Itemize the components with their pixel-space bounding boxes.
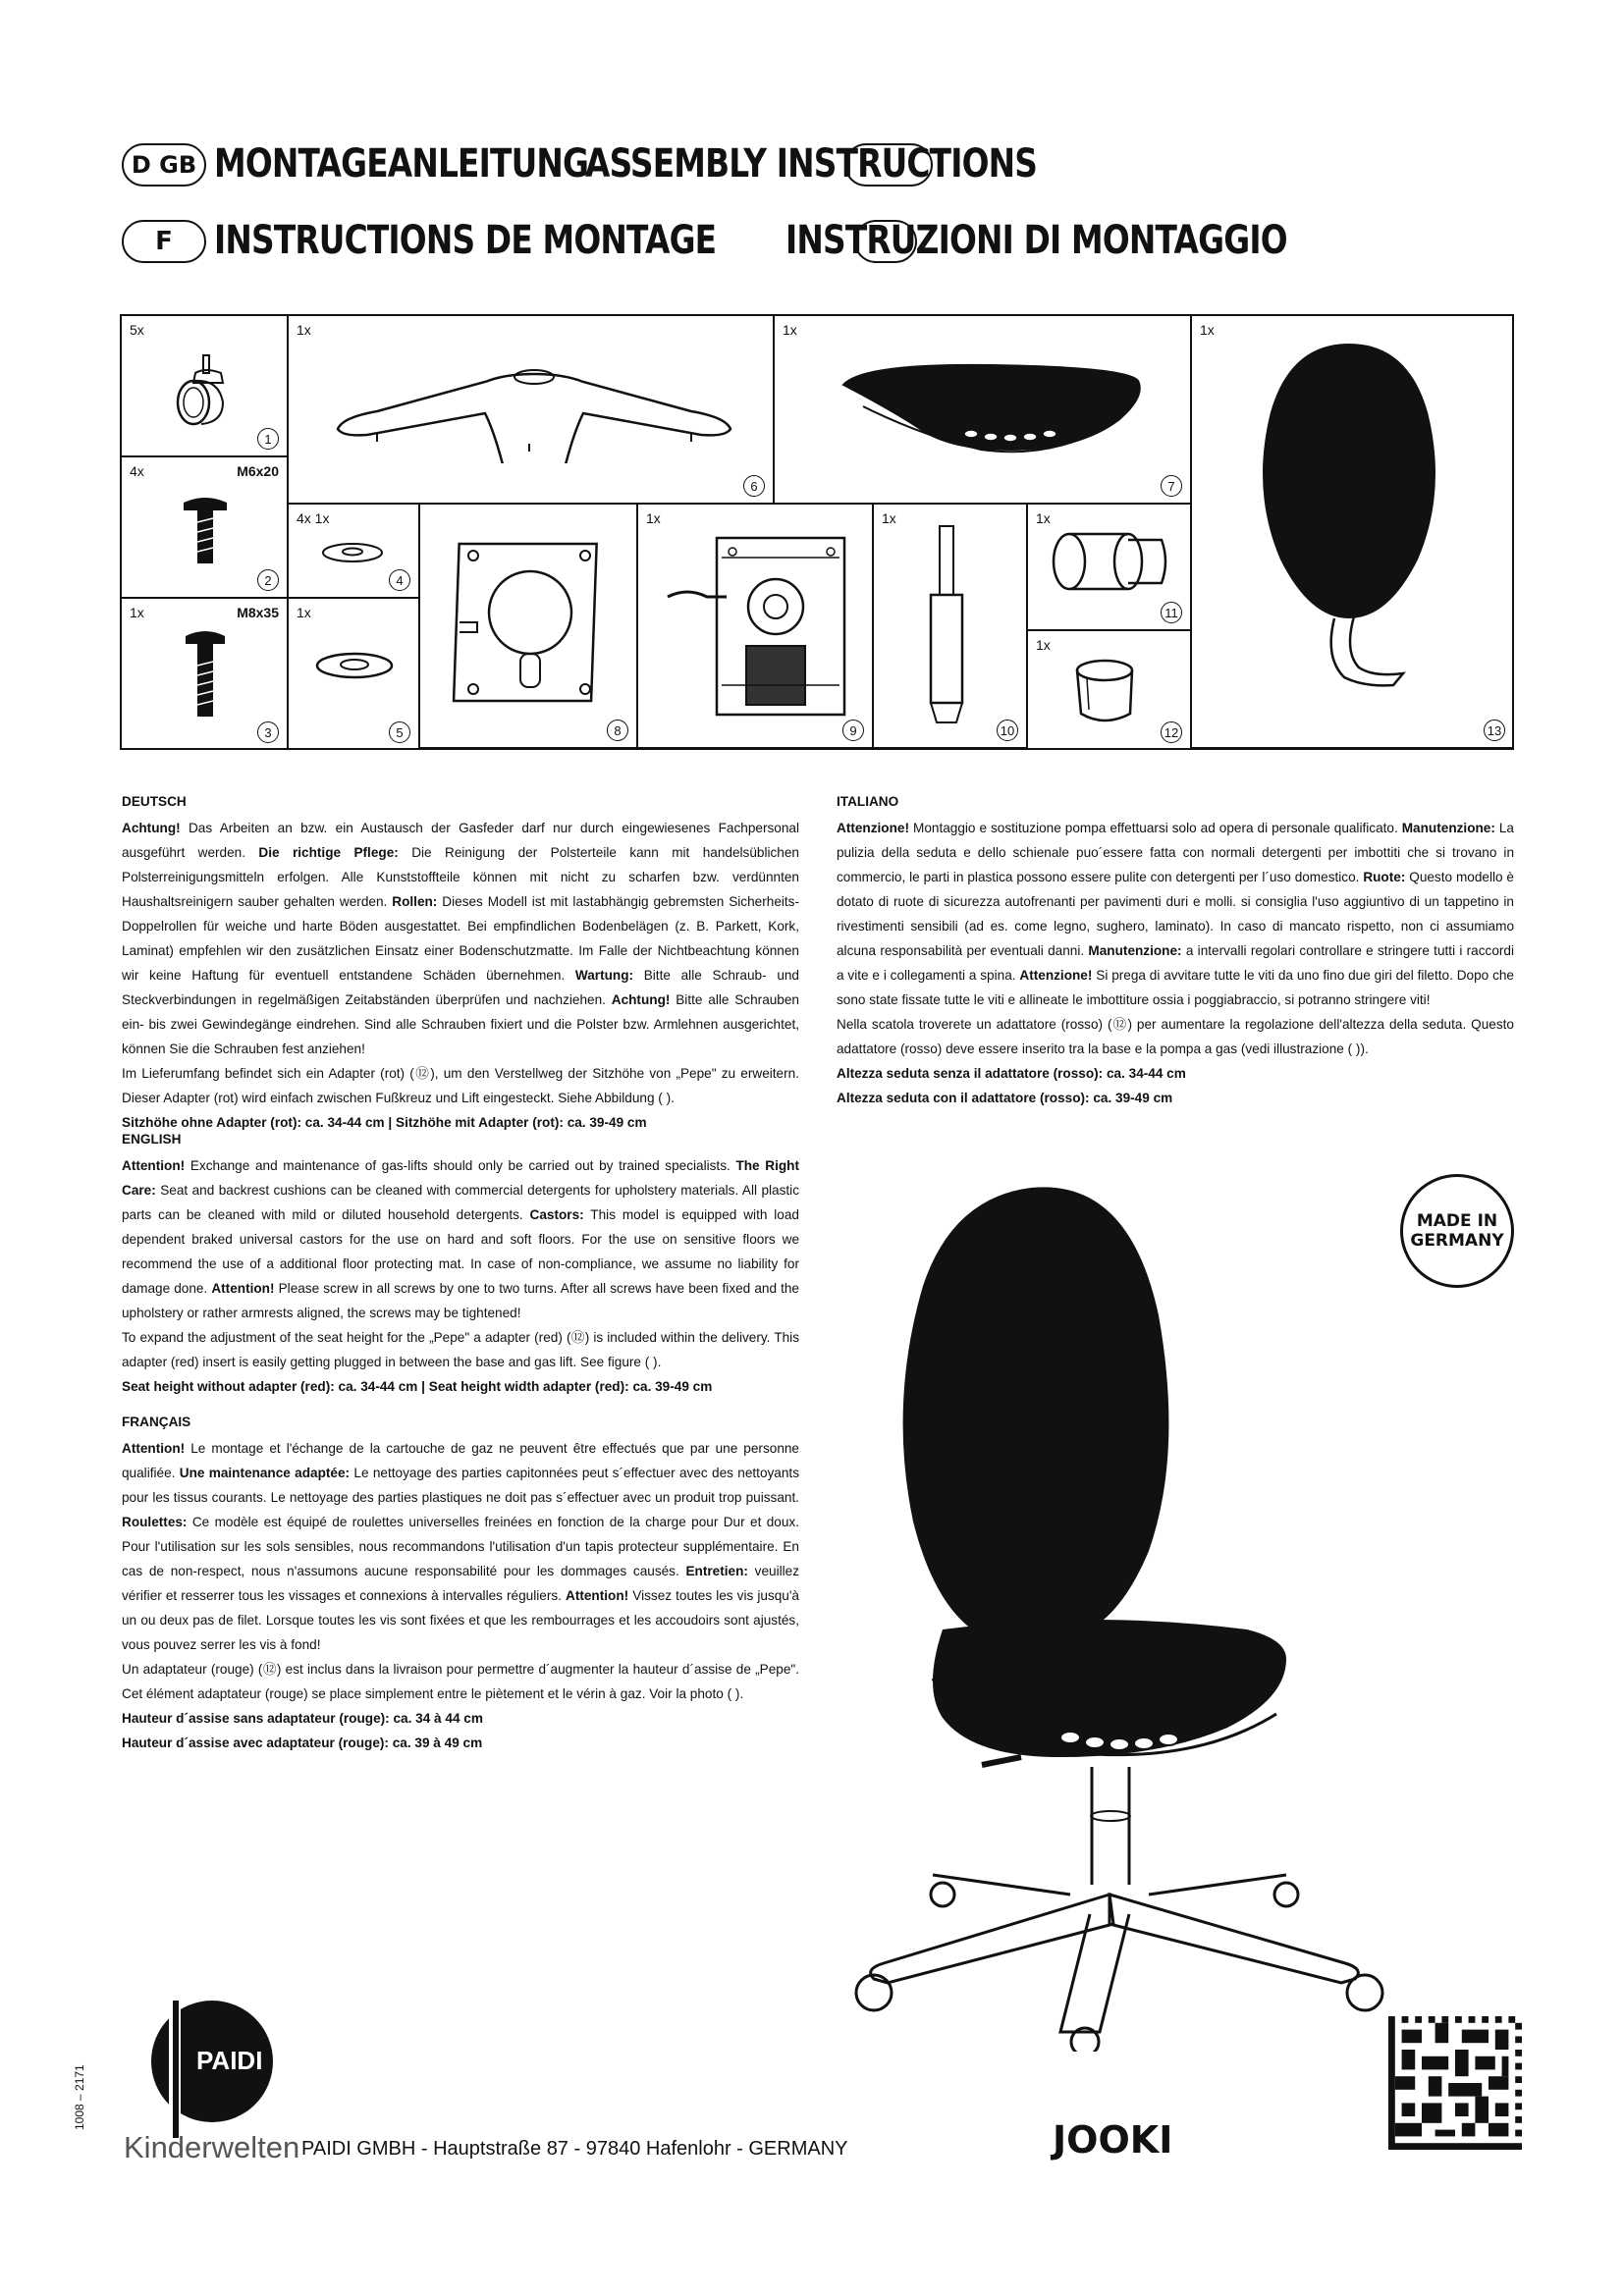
part-qty: 1x <box>130 605 144 620</box>
part-qty: 1x <box>1200 322 1215 338</box>
part-qty: 1x <box>882 510 896 526</box>
badge-line-1: MADE IN <box>1416 1211 1498 1231</box>
part-qty: 1x <box>297 322 311 338</box>
part-qty: 4x <box>130 463 144 479</box>
section-heading: DEUTSCH <box>122 794 187 809</box>
company-address: PAIDI GMBH - Hauptstraße 87 - 97840 Hafenlohr - GERMANY <box>301 2138 848 2160</box>
part-cell-12 <box>1028 631 1192 749</box>
lead-label: Achtung! <box>611 992 671 1007</box>
seat-height-spec-with: Hauteur d´assise avec adaptateur (rouge): ca. 39 à 49 cm <box>122 1735 483 1750</box>
language-badge-dgb-label: D GB <box>131 151 197 179</box>
part-number: 8 <box>607 720 628 741</box>
body-text: Please screw in all screws by one to two turns. After all screws have been fixed and the upholstery or rather armrests aligned, the screws may be tightened! <box>122 1281 799 1320</box>
adapter-note: Nella scatola troverete un adattatore (rosso) (⑫) per aumentare la regolazione dell'altezza della seduta. Questo adattatore (rosso) deve essere inserito tra la base e la pompa a gas (vedi illustrazione ( )). <box>837 1017 1514 1056</box>
parts-table <box>120 314 1514 750</box>
part-number: 7 <box>1161 475 1182 497</box>
lead-label: Roulettes: <box>122 1515 188 1529</box>
part-number: 6 <box>743 475 765 497</box>
part-qty: 5x <box>130 322 144 338</box>
seat-height-spec: Sitzhöhe ohne Adapter (rot): ca. 34-44 cm | Sitzhöhe mit Adapter (rot): ca. 39-49 cm <box>122 1115 647 1130</box>
section-italiano <box>837 789 1514 1110</box>
long-screw-icon <box>176 626 235 724</box>
adapter-ring-icon <box>1063 655 1152 733</box>
section-english <box>122 1127 799 1399</box>
body-text: Das Arbeiten an bzw. ein Austausch der Gasfeder darf nur durch eingewiesenes Fachpersonal ausgeführt werden. <box>122 821 799 860</box>
part-number: 9 <box>842 720 864 741</box>
lead-label: The Right Care: <box>122 1158 799 1198</box>
title-de: MONTAGEANLEITUNG <box>214 141 589 187</box>
lead-label: Une maintenance adaptée: <box>179 1466 351 1480</box>
lead-label: Rollen: <box>392 894 438 909</box>
part-cell-11 <box>1028 505 1192 631</box>
part-qty: 1x <box>1036 637 1051 653</box>
short-screw-icon <box>176 493 235 571</box>
part-number: 3 <box>257 721 279 743</box>
data-matrix-code-icon <box>1388 2014 1522 2152</box>
product-name: JOOKI <box>1053 2118 1173 2162</box>
part-cell-7 <box>775 316 1192 505</box>
body-text: a intervalli regolari controllare e stringere tutti i raccordi a vite e i collegamenti a spina. <box>837 943 1515 983</box>
part-number: 2 <box>257 569 279 591</box>
part-cell-9 <box>638 505 874 749</box>
seat-height-spec-with: Altezza seduta con il adattatore (rosso): ca. 39-49 cm <box>837 1091 1173 1105</box>
language-badge-f <box>122 220 206 263</box>
backrest-icon <box>1241 336 1467 709</box>
part-qty: 4x 1x <box>297 510 330 526</box>
seat-height-spec-without: Hauteur d´assise sans adaptateur (rouge): ca. 34 à 44 cm <box>122 1711 483 1726</box>
title-it: INSTRUZIONI DI MONTAGGIO <box>785 218 1287 263</box>
part-cell-4 <box>289 505 420 599</box>
part-number: 12 <box>1161 721 1182 743</box>
adapter-sleeve-icon <box>1048 526 1175 605</box>
title-f: INSTRUCTIONS DE MONTAGE <box>214 218 717 263</box>
part-qty: 1x <box>783 322 797 338</box>
lead-label: Attention! <box>122 1158 186 1173</box>
part-cell-2 <box>122 457 289 599</box>
section-heading: FRANÇAIS <box>122 1415 191 1429</box>
lead-label: Manutenzione: <box>1401 821 1495 835</box>
body-text: Questo modello è dotato di ruote di sicurezza autofrenanti per pavimenti duri e molli. si consiglia l'uso aggiuntivo di un tappetino in rivestimenti sensibili (ad es. come legno, sughero, laminato). In caso di mancato rispetto, non ci assumiamo alcuna responsabilità per eventuali danni. <box>837 870 1514 958</box>
part-cell-3 <box>122 599 289 749</box>
language-badge-dgb <box>122 143 206 187</box>
body-text: Le montage et l'échange de la cartouche de gaz ne peuvent être effectués que par une personne qualifiée. <box>122 1441 799 1480</box>
body-text: Die Reinigung der Polsterteile kann mit handelsüblichen Polsterreinigungsmitteln erfolgen. Alle Kunststoffteile können mit nicht zu scharfen bzw. verdünnten Haushaltsreinigern sauber gehalten werden. <box>122 845 799 909</box>
lead-label: Ruote: <box>1363 870 1406 884</box>
lead-label: Wartung: <box>574 968 634 983</box>
lead-label: Attention! <box>566 1588 629 1603</box>
part-number: 10 <box>997 720 1018 741</box>
section-body <box>122 816 799 1061</box>
made-in-germany-badge <box>1400 1174 1514 1288</box>
title-gb: ASSEMBLY INSTRUCTIONS <box>585 141 1038 187</box>
body-text: Le nettoyage des parties capitonnées peut s´effectuer avec des nettoyants pour les tissus courants. Le nettoyage des parties plastiques ne doit pas s´effectuer avec un produit trop puissant. <box>122 1466 799 1505</box>
large-washer-icon <box>310 648 399 687</box>
part-size: M6x20 <box>237 463 279 479</box>
body-text: Bitte alle Schraub- und Steckverbindungen in regelmäßigen Zeitabständen überprüfen und nachziehen. <box>122 968 799 1007</box>
chair-illustration <box>835 1168 1404 2052</box>
seat-shell-icon <box>834 355 1148 463</box>
body-text: Vissez toutes les vis jusqu'à un ou deux pas de filet. Lorsque toutes les vis sont fixées et que les rembourrages et les accoudoirs sont ajustés, vous pouvez serrer les vis à fond! <box>122 1588 799 1652</box>
adapter-note: Un adaptateur (rouge) (⑫) est inclus dans la livraison pour permettre d´augmenter la hauteur d´assise de „Pepe". Cet élément adaptateur (rouge) se place simplement entre le piètement et le vérin à gaz. Voir la photo ( ). <box>122 1662 799 1701</box>
section-body <box>837 816 1514 1012</box>
body-text: Seat and backrest cushions can be cleaned with commercial detergents for upholstery materials. All plastic parts can be cleaned with mild or diluted household detergents. <box>122 1183 799 1222</box>
language-badge-i <box>854 220 917 263</box>
part-cell-1 <box>122 316 289 457</box>
part-qty: 1x <box>1036 510 1051 526</box>
seat-height-spec-without: Altezza seduta senza il adattatore (rosso): ca. 34-44 cm <box>837 1066 1186 1081</box>
paidi-logo-text: PAIDI <box>196 2046 263 2075</box>
lead-label: Achtung! <box>122 821 181 835</box>
part-number: 1 <box>257 428 279 450</box>
body-text: Exchange and maintenance of gas-lifts should only be carried out by trained specialists. <box>185 1158 736 1173</box>
part-number: 5 <box>389 721 410 743</box>
gas-lift-icon <box>913 520 982 736</box>
section-deutsch <box>122 789 799 1135</box>
part-cell-13 <box>1192 316 1513 749</box>
part-cell-5 <box>289 599 420 749</box>
body-text: La pulizia della seduta e dello schienale puo´essere fatta con normali detergenti per imbottiti che si trovano in commercio, le parti in plastica possono essere pulite con detergenti per l´uso domestico. <box>837 821 1514 884</box>
lead-label: Entretien: <box>685 1564 748 1578</box>
lead-label: Die richtige Pflege: <box>258 845 399 860</box>
section-body <box>122 1153 799 1325</box>
section-heading: ENGLISH <box>122 1132 182 1147</box>
lead-label: Attention! <box>211 1281 275 1296</box>
body-text: Bitte alle Schrauben ein- bis zwei Gewindegänge eindrehen. Sind alle Schrauben fixiert und die Polster bzw. Armlehnen ausgerichtet, können Sie die Schrauben fest anziehen! <box>122 992 799 1056</box>
seat-height-spec: Seat height without adapter (red): ca. 34-44 cm | Seat height width adapter (red): ca. 39-49 cm <box>122 1379 713 1394</box>
document-code: 1008 – 2171 <box>73 2064 86 2130</box>
seat-mechanism-icon <box>658 528 864 724</box>
part-cell-10 <box>874 505 1028 749</box>
part-qty: 1x <box>646 510 661 526</box>
badge-line-2: GERMANY <box>1410 1231 1504 1251</box>
part-cell-6 <box>289 316 775 505</box>
adapter-note: Im Lieferumfang befindet sich ein Adapter (rot) (⑫), um den Verstellweg der Sitzhöhe von „Pepe" zu erweitern. Dieser Adapter (rot) wird einfach zwischen Fußkreuz und Lift eingesteckt. Siehe Abbildung ( ). <box>122 1066 799 1105</box>
body-text: Ce modèle est équipé de roulettes universelles freinées en fonction de la charge pour Dur et doux. Pour l'utilisation sur les sols sensibles, nous recommandons l'utilisation d'un tapis protecteur supplémentaire. En cas de non-respect, nous n'assumons aucune responsabilité pour les dommages causés. <box>122 1515 799 1578</box>
part-size: M8x35 <box>237 605 279 620</box>
lead-label: Castors: <box>529 1207 584 1222</box>
part-number: 11 <box>1161 602 1182 623</box>
washer-icon <box>318 538 387 567</box>
body-text: Dieses Modell ist mit lastabhängig gebremsten Sicherheits-Doppelrollen für weiche und harte Böden ausgestattet. Bei empfindlichen Bodenbelägen (z. B. Parkett, Kork, Laminat) empfehlen wir den zusätzlichen Einsatz einer Bodenschutzmatte. Im Falle der Nichtbeachtung können wir keine Haftung für eventuell entstandene Schäden übernehmen. <box>122 894 799 983</box>
lead-label: Attenzione! <box>837 821 910 835</box>
part-number: 4 <box>389 569 410 591</box>
lead-label: Manutenzione: <box>1088 943 1182 958</box>
section-francais <box>122 1410 799 1755</box>
body-text: Montaggio e sostituzione pompa effettuarsi solo ad opera di personale qualificato. <box>909 821 1402 835</box>
part-number: 13 <box>1484 720 1505 741</box>
mounting-plate-icon <box>450 534 607 711</box>
language-badge-gb-right <box>844 143 933 187</box>
language-badge-f-label: F <box>155 227 173 256</box>
body-text: veuillez vérifier et resserrer tous les vissages et connexions à intervalles réguliers. <box>122 1564 799 1603</box>
body-text: Si prega di avvitare tutte le viti da uno fino due giri del filetto. Dopo che sono state fissate tutte le viti e allineate le imbottiture ossia i poggiabraccio, si potranno stringere viti! <box>837 968 1514 1007</box>
part-qty: 1x <box>297 605 311 620</box>
section-body <box>122 1436 799 1657</box>
brand-name: Kinderwelten <box>124 2130 300 2164</box>
body-text: This model is equipped with load dependent braked universal castors for the use on hard and soft floors. For the use on sensitive floors we recommend the use of a additional floor protecting mat. In case of non-compliance, we assume no liability for damage done. <box>122 1207 799 1296</box>
lead-label: Attenzione! <box>1019 968 1093 983</box>
lead-label: Attention! <box>122 1441 186 1456</box>
adapter-note: To expand the adjustment of the seat height for the „Pepe" a adapter (red) (⑫) is included within the delivery. This adapter (red) insert is easily getting plugged in between the base and gas lift. See figure ( ). <box>122 1330 799 1369</box>
star-base-icon <box>328 336 740 463</box>
part-cell-8 <box>420 505 638 749</box>
castor-wheel-icon <box>166 346 244 434</box>
section-heading: ITALIANO <box>837 794 899 809</box>
